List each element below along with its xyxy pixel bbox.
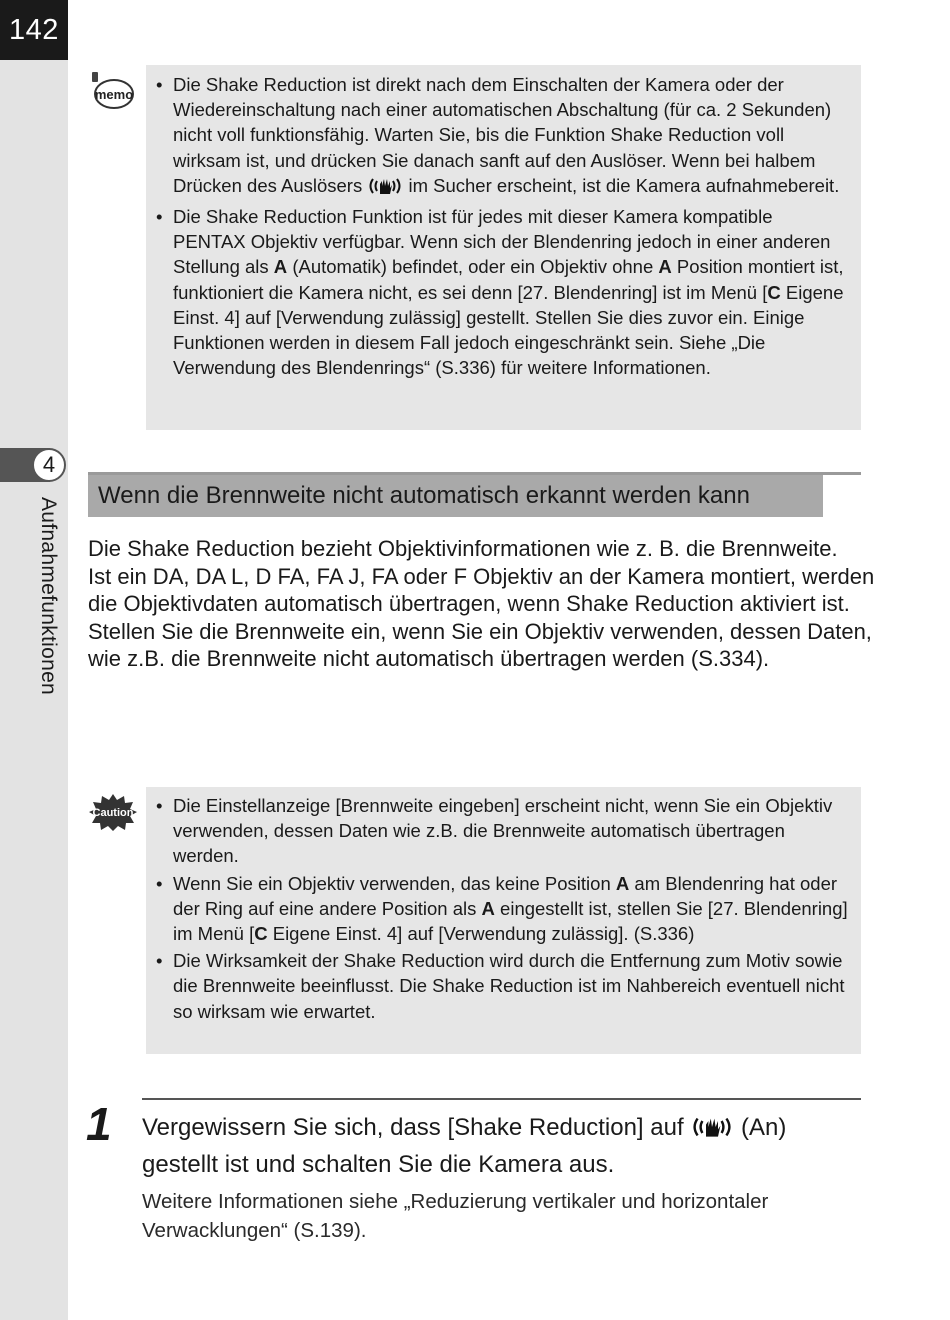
- body-paragraph: Stellen Sie die Brennweite ein, wenn Sie ein Objektiv verwenden, dessen Daten, wie z.B. die Brennweite nicht automatisch übertragen werden (S.334).: [88, 618, 872, 672]
- memo-item: • Die Shake Reduction Funktion ist für jedes mit dieser Kamera kompatible PENTAX Objektiv verfügbar. Wenn sich der Blendenring jedoch in einer anderen Stellung als A (Automatik) befindet, oder ein Objektiv ohne A Position montiert ist, funktioniert die Kamera nicht, es sei denn [27. Blendenring] ist im Menü [C Eigene Einst. 4] auf [Verwendung zulässig] gestellt. Stellen Sie dies zuvor ein. Einige Funktionen werden in diesem Fall jedoch eingeschränkt sein. Siehe „Die Verwendung des Blendenrings“ (S.336) für weitere Informationen.: [154, 204, 849, 380]
- shake-reduction-hand-icon: [367, 176, 403, 202]
- memo-icon: [88, 70, 134, 112]
- memo-box: [146, 65, 861, 430]
- body-paragraph: Die Shake Reduction bezieht Objektivinformationen wie z. B. die Brennweite.: [88, 536, 838, 561]
- memo-item: • Die Shake Reduction ist direkt nach dem Einschalten der Kamera oder der Wiedereinschaltung nach einer automatischen Abschaltung (für ca. 2 Sekunden) nicht voll funktionsfähig. Warten Sie, bis die Funktion Shake Reduction voll wirksam ist, und drücken Sie danach sanft auf den Auslöser. Wenn bei halbem Drücken des Auslösers im Sucher erscheint, ist die Kamera aufnahmebereit.: [154, 72, 849, 202]
- memo-icon-label: memo: [94, 87, 134, 102]
- section-heading: Wenn die Brennweite nicht automatisch erkannt werden kann: [88, 475, 823, 517]
- caution-icon: [88, 793, 138, 831]
- caution-box: [146, 787, 861, 1054]
- caution-icon-label: Caution: [92, 807, 134, 819]
- step-body: Weitere Informationen siehe „Reduzierung vertikaler und horizontaler Verwacklungen“ (S.139).: [142, 1190, 769, 1242]
- page-number: 142: [0, 0, 68, 60]
- chapter-number: 4: [32, 448, 66, 482]
- body-paragraph: Ist ein DA, DA L, D FA, FA J, FA oder F Objektiv an der Kamera montiert, werden die Objektivdaten automatisch übertragen, wenn Shake Reduction aktiviert ist.: [88, 563, 875, 617]
- chapter-label: Aufnahmefunktionen: [37, 497, 60, 696]
- step-title: Vergewissern Sie sich, dass [Shake Reduction] auf (An) gestellt ist und schalten Sie die Kamera aus.: [142, 1114, 787, 1178]
- caution-item: • Wenn Sie ein Objektiv verwenden, das keine Position A am Blendenring hat oder der Ring auf eine andere Position als A eingestellt ist, stellen Sie [27. Blendenring] im Menü [C Eigene Einst. 4] auf [Verwendung zulässig]. (S.336): [154, 871, 849, 947]
- caution-item: • Die Einstellanzeige [Brennweite eingeben] erscheint nicht, wenn Sie ein Objektiv verwenden, dessen Daten wie z.B. die Brennweite automatisch übertragen werden.: [154, 793, 849, 869]
- caution-item: • Die Wirksamkeit der Shake Reduction wird durch die Entfernung zum Motiv sowie die Brennweite beeinflusst. Die Shake Reduction ist im Nahbereich eventuell nicht so wirksam wie erwartet.: [154, 948, 849, 1024]
- chapter-tab: [0, 448, 68, 482]
- body-text: [88, 535, 878, 673]
- shake-reduction-hand-icon: [690, 1115, 734, 1148]
- step-rule: [142, 1098, 861, 1100]
- step-number: 1: [86, 1098, 112, 1150]
